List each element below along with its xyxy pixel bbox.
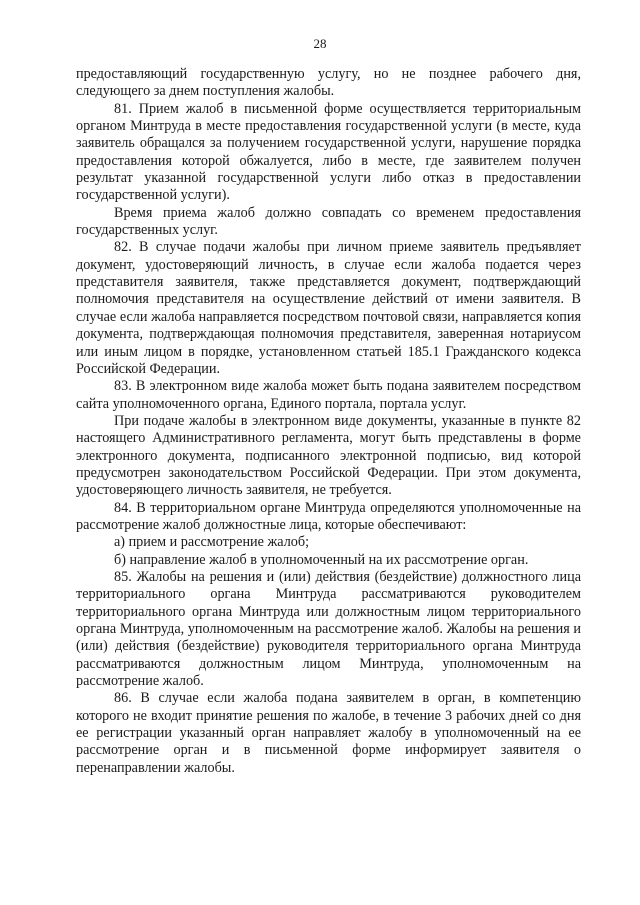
paragraph-continuation: предоставляющий государственную услугу, но не позднее рабочего дня, следующего за днем поступления жалобы. [76, 66, 581, 100]
list-item-a: а) прием и рассмотрение жалоб; [114, 534, 310, 551]
paragraph-81: 81. Прием жалоб в письменной форме осуществляется территориальным органом Минтруда в месте предоставления государственной услуги (в месте, куда заявитель обращался за получением государственной услуги, нарушение порядка предоставления которой обжалуется, либо в месте, где заявителем получен результат указанной государственной услуги либо отказ в предоставлении государственной услуги). [76, 100, 581, 204]
paragraph-electronic-submission: При подаче жалобы в электронном виде документы, указанные в пункте 82 настоящего Административного регламента, могут быть представлены в форме электронного документа, подписанного электронной подписью, вид которой предусмотрен законодательством Российской Федерации. При этом документа, удостоверяющего личность заявителя, не требуется. [76, 412, 581, 499]
paragraph-83: 83. В электронном виде жалоба может быть подана заявителем посредством сайта уполномоченного органа, Единого портала, портала услуг. [76, 378, 581, 412]
page-number: 28 [313, 36, 327, 51]
list-item-b: б) направление жалоб в уполномоченный на их рассмотрение орган. [114, 551, 529, 568]
document-body [76, 66, 581, 777]
paragraph-85: 85. Жалобы на решения и (или) действия (бездействие) должностного лица территориального органа Минтруда рассматриваются руководителем территориального органа Минтруда или должностным лицом территориального органа Минтруда, уполномоченным на рассмотрение жалоб. Жалобы на решения и (или) действия (бездействие) руководителя территориального органа Минтруда рассматриваются должностным лицом Минтруда, уполномоченным на рассмотрение жалоб. [76, 568, 581, 690]
paragraph-82: 82. В случае подачи жалобы при личном приеме заявитель предъявляет документ, удостоверяющий личность, в случае если жалоба подается через представителя заявителя, также представляется документ, подтверждающий полномочия представителя на осуществление действий от имени заявителя. В случае если жалоба направляется посредством почтовой связи, направляется копия документа, подтверждающая полномочия представителя, заверенная нотариусом или иным лицом в порядке, установленном статьей 185.1 Гражданского кодекса Российской Федерации. [76, 239, 581, 377]
paragraph-86: 86. В случае если жалоба подана заявителем в орган, в компетенцию которого не входит принятие решения по жалобе, в течение 3 рабочих дней со дня ее регистрации указанный орган направляет жалобу в уполномоченный на ее рассмотрение орган и в письменной форме информирует заявителя о перенаправлении жалобы. [76, 690, 581, 776]
paragraph-reception-time: Время приема жалоб должно совпадать со временем предоставления государственных услуг. [76, 204, 581, 239]
paragraph-84: 84. В территориальном органе Минтруда определяются уполномоченные на рассмотрение жалоб должностные лица, которые обеспечивают: [76, 499, 581, 533]
